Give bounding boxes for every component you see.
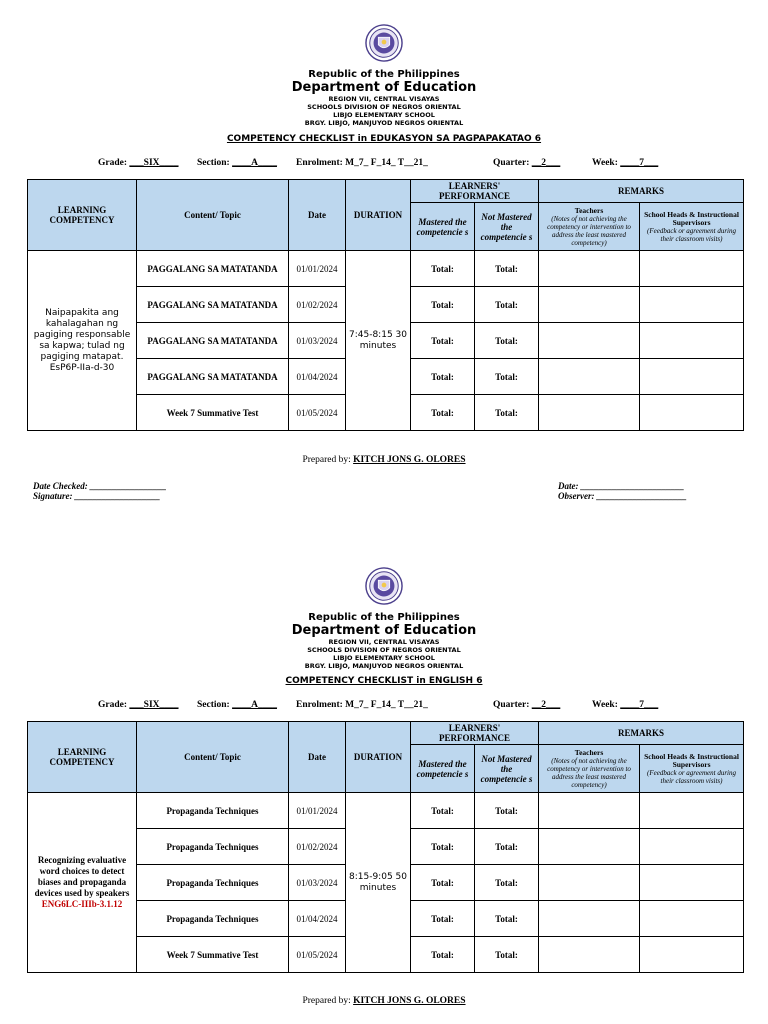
section-value: ____A____ <box>232 158 277 168</box>
header-heads <box>640 203 744 251</box>
teacher-remarks-cell[interactable] <box>539 793 640 829</box>
address-line: BRGY. LIBJO, MANJUYOD NEGROS ORIENTAL <box>304 119 464 127</box>
not-mastered-total: Total: <box>475 359 539 395</box>
header-competency: LEARNING COMPETENCY <box>28 722 137 793</box>
deped-seal-icon <box>365 567 403 605</box>
teacher-remarks-cell[interactable] <box>539 829 640 865</box>
date-cell: 01/02/2024 <box>289 829 346 865</box>
topic-cell: Week 7 Summative Test <box>137 395 289 431</box>
header-mastered: Mastered the competencie s <box>411 745 475 793</box>
not-mastered-total: Total: <box>475 829 539 865</box>
teacher-remarks-cell[interactable] <box>539 359 640 395</box>
topic-cell: PAGGALANG SA MATATANDA <box>137 251 289 287</box>
observer-line: Observer: ____________________ <box>558 491 687 501</box>
letterhead <box>0 567 768 670</box>
head-remarks-cell[interactable] <box>640 359 744 395</box>
section-label: Section: <box>197 158 230 168</box>
heads-note: (Feedback or agreement during their classroom visits) <box>647 768 736 785</box>
heads-label: School Heads & Instructional Supervisors <box>644 751 739 769</box>
date-checked-line: Date Checked: _________________ <box>33 481 167 491</box>
topic-cell: PAGGALANG SA MATATANDA <box>137 323 289 359</box>
week-label: Week: <box>592 158 618 168</box>
topic-cell: Propaganda Techniques <box>137 901 289 937</box>
letterhead <box>0 24 768 127</box>
not-mastered-total: Total: <box>475 901 539 937</box>
header-duration: DURATION <box>346 180 411 251</box>
header-date: Date <box>289 180 346 251</box>
mastered-total: Total: <box>411 829 475 865</box>
address-line: BRGY. LIBJO, MANJUYOD NEGROS ORIENTAL <box>304 662 464 670</box>
deped-seal-icon <box>365 24 403 62</box>
competency-cell <box>28 793 137 973</box>
prepared-label: Prepared by: <box>302 455 351 465</box>
topic-cell: Propaganda Techniques <box>137 829 289 865</box>
competency-code: ENG6LC-IIIb-3.1.12 <box>41 899 123 909</box>
date-cell: 01/04/2024 <box>289 359 346 395</box>
grade-field <box>98 158 179 168</box>
head-remarks-cell[interactable] <box>640 937 744 973</box>
topic-cell: PAGGALANG SA MATATANDA <box>137 287 289 323</box>
teachers-label: Teachers <box>574 205 604 215</box>
quarter-value: __2___ <box>531 158 561 168</box>
header-performance: LEARNERS' PERFORMANCE <box>411 180 539 203</box>
prepared-label: Prepared by: <box>302 996 351 1006</box>
quarter-label: Quarter: <box>493 700 530 710</box>
mastered-total: Total: <box>411 251 475 287</box>
not-mastered-total: Total: <box>475 287 539 323</box>
checklist-title: COMPETENCY CHECKLIST in ENGLISH 6 <box>285 676 483 686</box>
header-not-mastered: Not Mastered the competencie s <box>475 745 539 793</box>
heads-note: (Feedback or agreement during their classroom visits) <box>647 226 736 243</box>
section-value: ____A____ <box>232 700 277 710</box>
mastered-total: Total: <box>411 901 475 937</box>
week-label: Week: <box>592 700 618 710</box>
topic-cell: Propaganda Techniques <box>137 793 289 829</box>
week-value: ____7___ <box>620 158 659 168</box>
head-remarks-cell[interactable] <box>640 287 744 323</box>
division-line: SCHOOLS DIVISION OF NEGROS ORIENTAL <box>307 646 461 654</box>
header-topic: Content/ Topic <box>137 722 289 793</box>
grade-value: ___SIX____ <box>129 158 179 168</box>
heads-label: School Heads & Instructional Supervisors <box>644 209 739 227</box>
grade-value: ___SIX____ <box>129 700 179 710</box>
republic-line: Republic of the Philippines <box>308 69 460 80</box>
header-mastered: Mastered the competencie s <box>411 203 475 251</box>
date-cell: 01/03/2024 <box>289 323 346 359</box>
prepared-by <box>0 996 768 1006</box>
not-mastered-total: Total: <box>475 865 539 901</box>
quarter-value: __2___ <box>531 700 561 710</box>
header-not-mastered: Not Mastered the competencie s <box>475 203 539 251</box>
department-line: Department of Education <box>291 80 477 95</box>
quarter-field <box>493 158 560 168</box>
head-remarks-cell[interactable] <box>640 901 744 937</box>
mastered-total: Total: <box>411 937 475 973</box>
teacher-remarks-cell[interactable] <box>539 395 640 431</box>
mastered-total: Total: <box>411 359 475 395</box>
competency-text: Recognizing evaluative word choices to detect biases and propaganda devices used by speakers <box>34 855 130 898</box>
date-cell: 01/05/2024 <box>289 395 346 431</box>
class-info <box>0 158 768 172</box>
grade-label: Grade: <box>98 158 128 168</box>
header-performance: LEARNERS' PERFORMANCE <box>411 722 539 745</box>
mastered-total: Total: <box>411 287 475 323</box>
mastered-total: Total: <box>411 865 475 901</box>
not-mastered-total: Total: <box>475 793 539 829</box>
header-competency: LEARNING COMPETENCY <box>28 180 137 251</box>
check-left-1 <box>33 481 166 501</box>
duration-cell: 8:15-9:05 50 minutes <box>346 793 411 973</box>
teacher-remarks-cell[interactable] <box>539 937 640 973</box>
date-cell: 01/02/2024 <box>289 287 346 323</box>
not-mastered-total: Total: <box>475 937 539 973</box>
region-line: REGION VII, CENTRAL VISAYAS <box>328 95 440 103</box>
not-mastered-total: Total: <box>475 251 539 287</box>
topic-cell: PAGGALANG SA MATATANDA <box>137 359 289 395</box>
week-field <box>592 700 658 710</box>
republic-line: Republic of the Philippines <box>308 612 460 623</box>
section-field <box>197 700 277 710</box>
not-mastered-total: Total: <box>475 395 539 431</box>
table-row <box>28 793 744 829</box>
checklist-page-2 <box>0 567 768 714</box>
date-cell: 01/01/2024 <box>289 793 346 829</box>
date-line: Date: _______________________ <box>558 481 685 491</box>
teachers-note: (Notes of not achieving the competency or intervention to address the least mastered competency) <box>547 214 631 247</box>
header-duration: DURATION <box>346 722 411 793</box>
head-remarks-cell[interactable] <box>640 829 744 865</box>
competency-cell: Naipapakita ang kahalagahan ng pagiging responsable sa kapwa; tulad ng pagiging matapat. EsP6P-IIa-d-30 <box>28 251 137 431</box>
region-line: REGION VII, CENTRAL VISAYAS <box>328 638 440 646</box>
header-remarks: REMARKS <box>539 180 744 203</box>
teachers-label: Teachers <box>574 747 604 757</box>
school-line: LIBJO ELEMENTARY SCHOOL <box>333 111 435 119</box>
header-teachers <box>539 745 640 793</box>
topic-cell: Propaganda Techniques <box>137 865 289 901</box>
class-info <box>0 700 768 714</box>
header-topic: Content/ Topic <box>137 180 289 251</box>
prepared-by <box>0 455 768 465</box>
school-line: LIBJO ELEMENTARY SCHOOL <box>333 654 435 662</box>
competency-table-2 <box>27 721 744 973</box>
mastered-total: Total: <box>411 323 475 359</box>
teachers-note: (Notes of not achieving the competency or intervention to address the least mastered competency) <box>547 756 631 789</box>
head-remarks-cell[interactable] <box>640 865 744 901</box>
date-cell: 01/04/2024 <box>289 901 346 937</box>
preparer-name: KITCH JONS G. OLORES <box>353 996 466 1006</box>
table-row <box>28 251 744 287</box>
preparer-name: KITCH JONS G. OLORES <box>353 455 466 465</box>
head-remarks-cell[interactable] <box>640 395 744 431</box>
header-date: Date <box>289 722 346 793</box>
header-teachers <box>539 203 640 251</box>
quarter-label: Quarter: <box>493 158 530 168</box>
teacher-remarks-cell[interactable] <box>539 287 640 323</box>
week-value: ____7___ <box>620 700 659 710</box>
teacher-remarks-cell[interactable] <box>539 901 640 937</box>
header-remarks: REMARKS <box>539 722 744 745</box>
head-remarks-cell[interactable] <box>640 793 744 829</box>
section-field <box>197 158 277 168</box>
teacher-remarks-cell[interactable] <box>539 323 640 359</box>
date-cell: 01/03/2024 <box>289 865 346 901</box>
section-label: Section: <box>197 700 230 710</box>
competency-table-1 <box>27 179 744 431</box>
teacher-remarks-cell[interactable] <box>539 251 640 287</box>
mastered-total: Total: <box>411 793 475 829</box>
check-right-1 <box>558 481 687 501</box>
header-heads <box>640 745 744 793</box>
checklist-page-1 <box>0 24 768 172</box>
grade-label: Grade: <box>98 700 128 710</box>
mastered-total: Total: <box>411 395 475 431</box>
signature-line: Signature: ___________________ <box>33 491 161 501</box>
grade-field <box>98 700 179 710</box>
division-line: SCHOOLS DIVISION OF NEGROS ORIENTAL <box>307 103 461 111</box>
enrolment-field: Enrolment: M_7_ F_14_ T__21_ <box>296 158 428 168</box>
head-remarks-cell[interactable] <box>640 323 744 359</box>
topic-cell: Week 7 Summative Test <box>137 937 289 973</box>
department-line: Department of Education <box>291 623 477 638</box>
date-cell: 01/01/2024 <box>289 251 346 287</box>
not-mastered-total: Total: <box>475 323 539 359</box>
head-remarks-cell[interactable] <box>640 251 744 287</box>
quarter-field <box>493 700 560 710</box>
date-cell: 01/05/2024 <box>289 937 346 973</box>
teacher-remarks-cell[interactable] <box>539 865 640 901</box>
checklist-title: COMPETENCY CHECKLIST in EDUKASYON SA PAGPAPAKATAO 6 <box>226 134 542 144</box>
week-field <box>592 158 658 168</box>
duration-cell: 7:45-8:15 30 minutes <box>346 251 411 431</box>
enrolment-field: Enrolment: M_7_ F_14_ T__21_ <box>296 700 428 710</box>
